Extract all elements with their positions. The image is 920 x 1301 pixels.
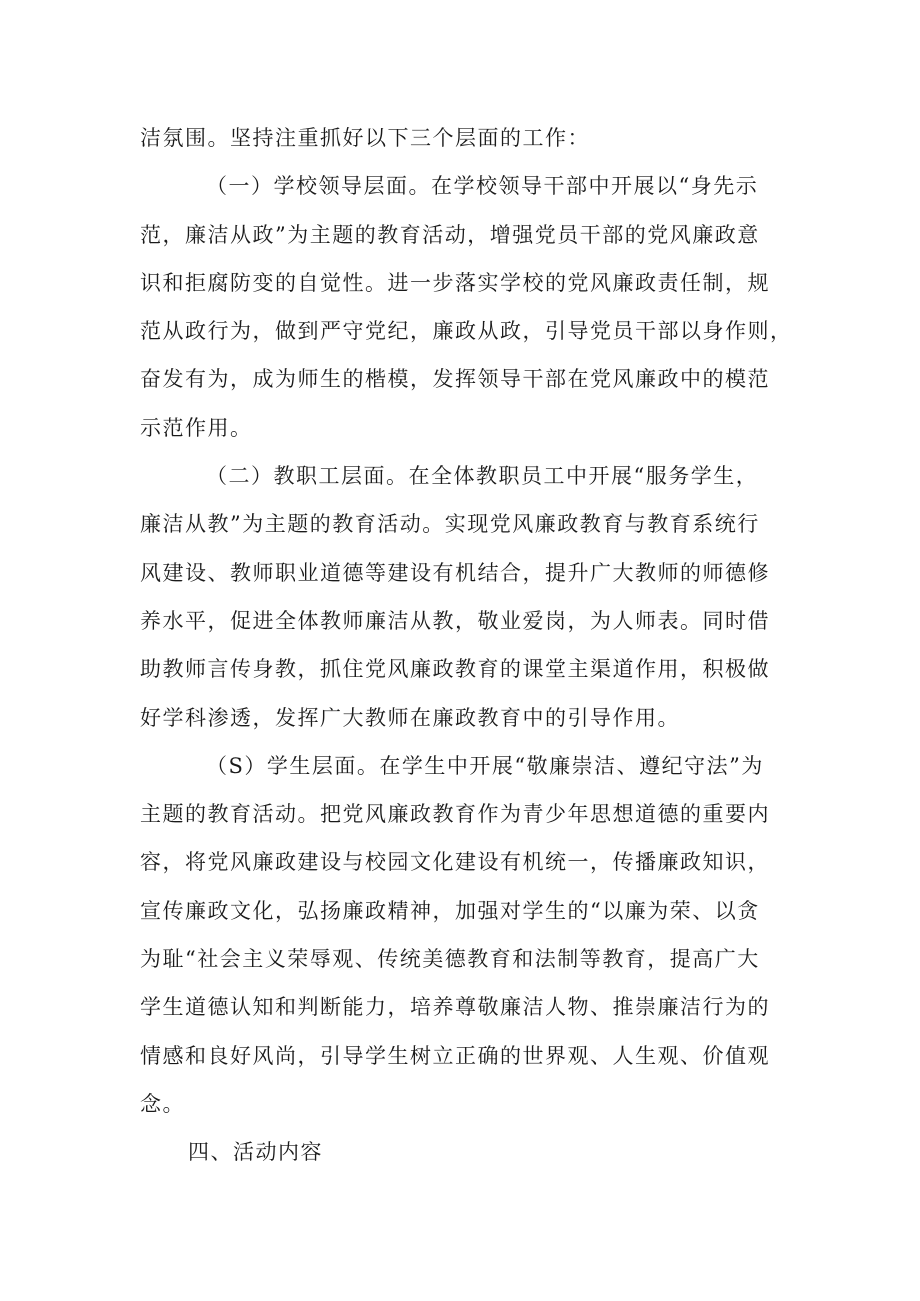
paragraph-line: 范从政行为，做到严守党纪，廉政从政，引导党员干部以身作则， [140,319,793,344]
paragraph-line: 助教师言传身教，抓住党风廉政教育的课堂主渠道作用，积极做 [140,657,770,682]
paragraph-line: （二）教职工层面。在全体教职员工中开展“服务学生， [206,464,759,489]
section-heading: 四、活动内容 [188,1140,323,1165]
paragraph-staff [140,452,790,742]
paragraph-line: 风建设、教师职业道德等建设有机结合，提升广大教师的师德修 [140,560,770,585]
paragraph-line: 容，将党风廉政建设与校园文化建设有机统一，传播廉政知识， [140,850,770,875]
paragraph-line: 念。 [140,1091,185,1116]
paragraph-line: 养水平，促进全体教师廉洁从教，敬业爱岗，为人师表。同时借 [140,608,770,633]
paragraph-line: 学生道德认知和判断能力，培养尊敬廉洁人物、推崇廉洁行为的 [140,995,770,1020]
document-body [140,114,793,1177]
paragraph-students [140,742,790,1128]
paragraph-line: 示范作用。 [140,415,253,440]
paragraph-line: 奋发有为，成为师生的楷模，发挥领导干部在党风廉政中的模范 [140,367,770,392]
paragraph-line: 识和拒腐防变的自觉性。进一步落实学校的党风廉政责任制，规 [140,270,770,295]
paragraph-line: （S）学生层面。在学生中开展“敬廉崇洁、遵纪守法”为 [206,753,764,778]
intro-line: 洁氛围。坚持注重抓好以下三个层面的工作： [140,126,590,150]
paragraph-line: 情感和良好风尚，引导学生树立正确的世界观、人生观、价值观 [140,1043,770,1068]
paragraph-line: （一）学校领导层面。在学校领导干部中开展以“身先示 [206,174,759,199]
paragraph-line: 宣传廉政文化，弘扬廉政精神，加强对学生的“以廉为荣、以贪 [140,898,760,923]
paragraph-line: 主题的教育活动。把党风廉政教育作为青少年思想道德的重要内 [140,802,770,827]
paragraph-line: 廉洁从教”为主题的教育活动。实现党风廉政教育与教育系统行 [140,512,760,537]
paragraph-line: 范，廉洁从政”为主题的教育活动，增强党员干部的党风廉政意 [140,222,760,247]
paragraph-line: 好学科渗透，发挥广大教师在廉政教育中的引导作用。 [140,705,680,730]
paragraph-line: 为耻“社会主义荣辱观、传统美德教育和法制等教育，提高广大 [140,947,760,972]
paragraph-school-leaders [140,162,793,452]
